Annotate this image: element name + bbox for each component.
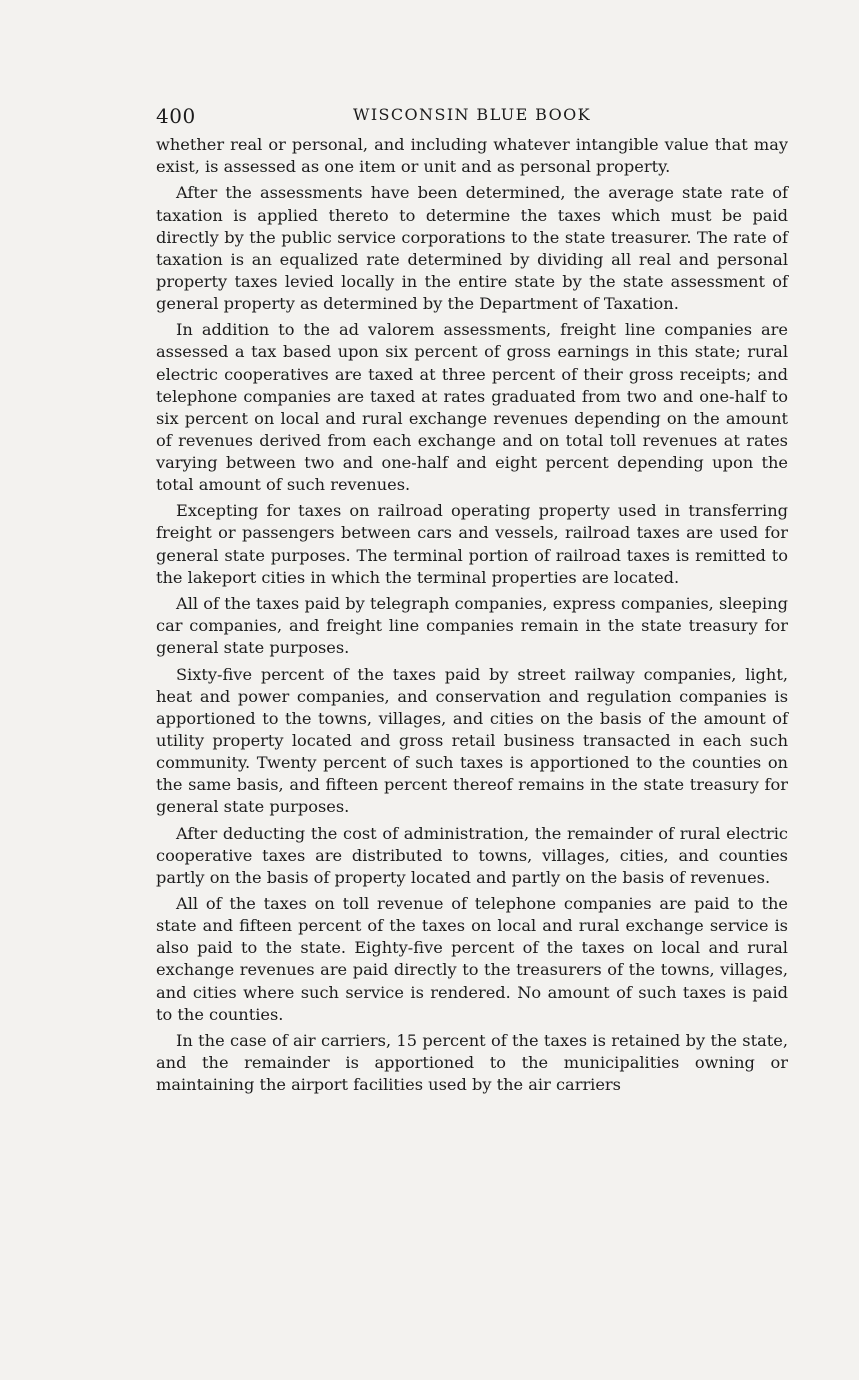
paragraph: In the case of air carriers, 15 percent of the taxes is retained by the state, and the remainder is apportioned to the municipalities owning or maintaining the airport facilities used by the air carriers: [156, 1031, 788, 1095]
document-page: [156, 98, 788, 1101]
paragraph: Excepting for taxes on railroad operating property used in transferring freight or passengers between cars and vessels, railroad taxes are used for general state purposes. The terminal portion of railroad taxes is remitted to the lakeport cities in which the terminal properties are located.: [156, 501, 788, 587]
paragraph: All of the taxes on toll revenue of telephone companies are paid to the state and fifteen percent of the taxes on local and rural exchange service is also paid to the state. Eighty-five percent of the taxes on local and rural exchange revenues are paid directly to the treasurers of the towns, villages, and cities where such service is rendered. No amount of such taxes is paid to the counties.: [156, 894, 788, 1024]
paragraph: Sixty-five percent of the taxes paid by street railway companies, light, heat and power companies, and conservation and regulation companies is apportioned to the towns, villages, and cities on the basis of the amount of utility property located and gross retail business transacted in each such community. Twenty percent of such taxes is apportioned to the counties on the same basis, and fifteen percent thereof remains in the state treasury for general state purposes.: [156, 664, 788, 817]
page-header: [156, 98, 788, 134]
paragraph: After the assessments have been determined, the average state rate of taxation is applied thereto to determine the taxes which must be paid directly by the public service corporations to the state treasurer. The rate of taxation is an equalized rate determined by dividing all real and personal property taxes levied locally in the entire state by the state assessment of general property as determined by the Department of Taxation.: [156, 183, 788, 313]
body-text: [156, 134, 788, 1096]
page-number: 400: [156, 104, 196, 128]
paragraph: whether real or personal, and including whatever intangible value that may exist, is assessed as one item or unit and as personal property.: [156, 135, 788, 177]
paragraph: After deducting the cost of administration, the remainder of rural electric cooperative taxes are distributed to towns, villages, cities, and counties partly on the basis of property located and partly on the basis of revenues.: [156, 823, 788, 887]
paragraph: In addition to the ad valorem assessments, freight line companies are assessed a tax based upon six percent of gross earnings in this state; rural electric cooperatives are taxed at three percent of their gross receipts; and telephone companies are taxed at rates graduated from two and one-half to six percent on local and rural exchange revenues depending on the amount of revenues derived from each exchange and on total toll revenues at rates varying between two and one-half and eight percent depending upon the total amount of such revenues.: [156, 320, 788, 494]
running-title: WISCONSIN BLUE BOOK: [352, 105, 592, 124]
paragraph: All of the taxes paid by telegraph companies, express companies, sleeping car companies, and freight line companies remain in the state treasury for general state purposes.: [156, 594, 788, 658]
